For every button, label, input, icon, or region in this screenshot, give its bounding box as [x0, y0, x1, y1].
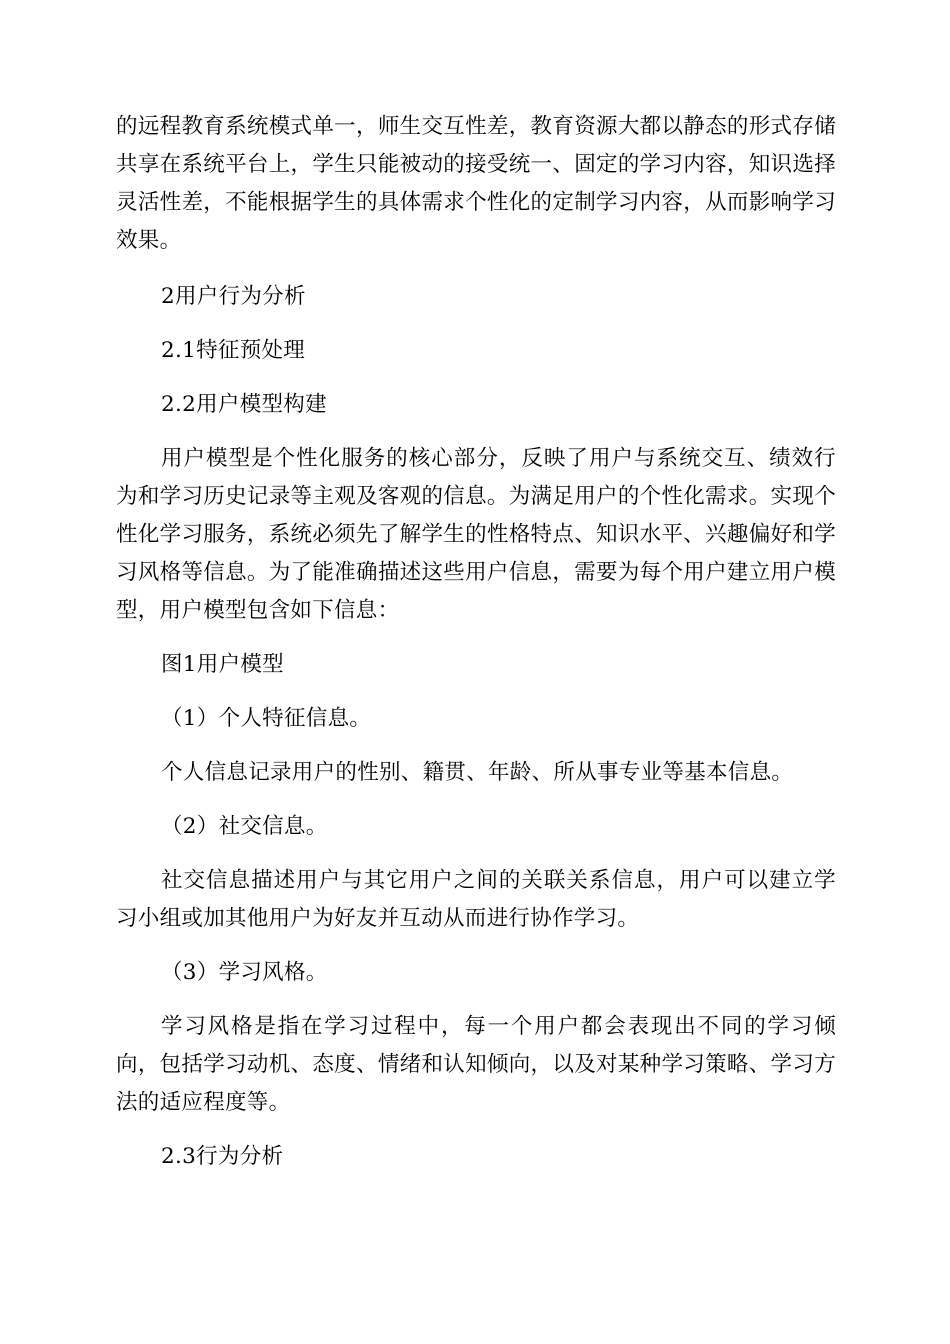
- document-body: [116, 108, 836, 1176]
- paragraph-intro-continuation: 的远程教育系统模式单一，师生交互性差，教育资源大都以静态的形式存储共享在系统平台上，学生只能被动的接受统一、固定的学习内容，知识选择灵活性差，不能根据学生的具体需求个性化的定制学习内容，从而影响学习效果。: [116, 114, 836, 253]
- list-item-2-heading: （2）社交信息。: [161, 814, 328, 839]
- section-heading-2-3: 2.3行为分析: [161, 1144, 284, 1169]
- list-item-1-heading: （1）个人特征信息。: [161, 706, 372, 731]
- figure-caption-1: 图1用户模型: [161, 652, 284, 677]
- paragraph-personal-info: 个人信息记录用户的性别、籍贯、年龄、所从事专业等基本信息。: [161, 760, 794, 785]
- paragraph-social-info: 社交信息描述用户与其它用户之间的关联关系信息，用户可以建立学习小组或加其他用户为好友并互动从而进行协作学习。: [116, 868, 836, 931]
- section-heading-2-2: 2.2用户模型构建: [161, 392, 327, 417]
- list-item-3-heading: （3）学习风格。: [161, 960, 328, 985]
- paragraph-learning-style: 学习风格是指在学习过程中，每一个用户都会表现出不同的学习倾向，包括学习动机、态度、情绪和认知倾向，以及对某种学习策略、学习方法的适应程度等。: [116, 1014, 836, 1115]
- section-heading-2: 2用户行为分析: [161, 284, 306, 309]
- section-heading-2-1: 2.1特征预处理: [161, 338, 306, 363]
- paragraph-user-model: 用户模型是个性化服务的核心部分，反映了用户与系统交互、绩效行为和学习历史记录等主观及客观的信息。为满足用户的个性化需求。实现个性化学习服务，系统必须先了解学生的性格特点、知识水平、兴趣偏好和学习风格等信息。为了能准确描述这些用户信息，需要为每个用户建立用户模型，用户模型包含如下信息：: [116, 446, 836, 623]
